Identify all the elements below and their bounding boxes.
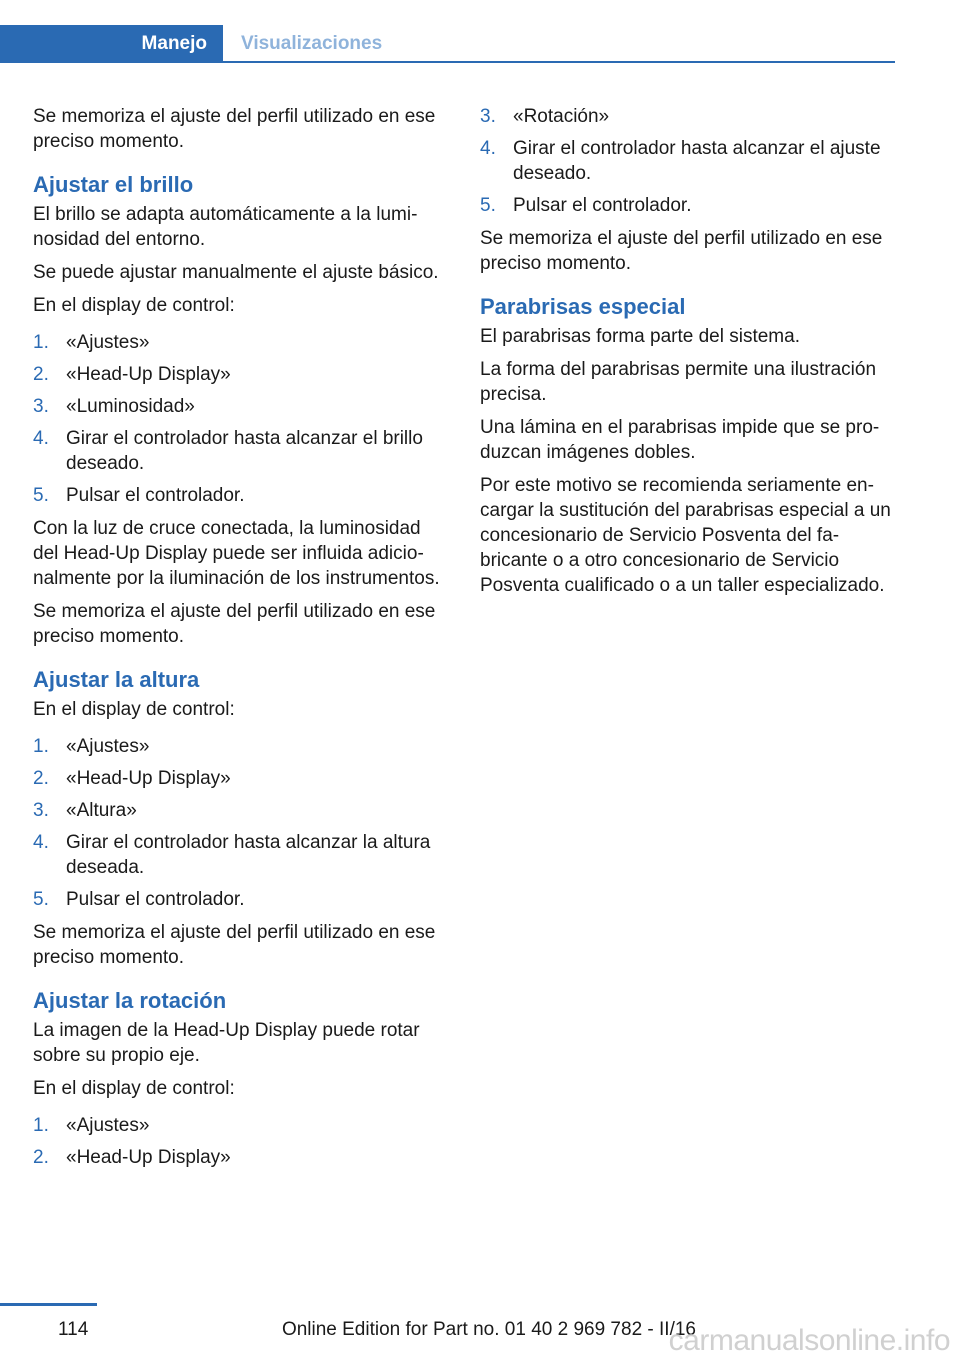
page-header xyxy=(0,25,895,63)
list-item xyxy=(33,798,446,823)
step-text: «Head-Up Display» xyxy=(66,768,231,789)
section-tab-visualizaciones: Visualizaciones xyxy=(241,32,383,54)
step-text: Pulsar el controlador. xyxy=(513,195,692,216)
paragraph: Se memoriza el ajuste del perfil utilizado en ese preciso momento. xyxy=(33,601,436,647)
steps-list xyxy=(33,734,446,912)
steps-list xyxy=(33,330,446,508)
list-item xyxy=(33,766,446,791)
step-text: Pulsar el controlador. xyxy=(66,485,245,506)
list-item xyxy=(480,136,893,186)
step-text: «Ajustes» xyxy=(66,332,150,353)
section-heading-rotacion: Ajustar la rotación xyxy=(33,988,227,1013)
left-column xyxy=(33,104,446,1178)
step-number: 5. xyxy=(33,485,49,506)
right-column xyxy=(480,104,893,606)
paragraph: En el display de control: xyxy=(33,295,235,316)
paragraph: Con la luz de cruce conectada, la luminosidad del Head-Up Display puede ser influida adicionalmente por la iluminación de los instrumentos. xyxy=(33,518,440,589)
step-text: Girar el controlador hasta alcanzar el brillo deseado. xyxy=(66,428,423,474)
paragraph: Una lámina en el parabrisas impide que se produzcan imágenes dobles. xyxy=(480,417,880,463)
list-item xyxy=(33,887,446,912)
step-number: 1. xyxy=(33,736,49,757)
list-item xyxy=(33,1113,446,1138)
list-item xyxy=(480,193,893,218)
section-heading-parabrisas: Parabrisas especial xyxy=(480,294,686,319)
list-item xyxy=(33,830,446,880)
step-number: 5. xyxy=(480,195,496,216)
step-number: 2. xyxy=(33,768,49,789)
step-number: 4. xyxy=(33,832,49,853)
list-item xyxy=(33,483,446,508)
step-text: Girar el controlador hasta alcanzar la altura deseada. xyxy=(66,832,431,878)
step-text: «Rotación» xyxy=(513,106,610,127)
step-number: 1. xyxy=(33,332,49,353)
section-heading-brillo: Ajustar el brillo xyxy=(33,172,194,197)
step-text: «Ajustes» xyxy=(66,1115,150,1136)
list-item xyxy=(33,426,446,476)
paragraph: El brillo se adapta automáticamente a la luminosidad del entorno. xyxy=(33,204,418,250)
list-item xyxy=(33,330,446,355)
paragraph: En el display de control: xyxy=(33,1078,235,1099)
paragraph: El parabrisas forma parte del sistema. xyxy=(480,326,800,347)
list-item xyxy=(33,1145,446,1170)
step-number: 5. xyxy=(33,889,49,910)
paragraph: En el display de control: xyxy=(33,699,235,720)
section-tab-manejo: Manejo xyxy=(0,25,223,62)
step-text: Pulsar el controlador. xyxy=(66,889,245,910)
watermark: carmanualsonline.info xyxy=(668,1324,950,1357)
step-number: 3. xyxy=(33,800,49,821)
step-number: 3. xyxy=(33,396,49,417)
paragraph: Se memoriza el ajuste del perfil utilizado en ese preciso momento. xyxy=(33,106,436,152)
paragraph: Por este motivo se recomienda seriamente encargar la sustitución del parabrisas especial a un concesionario de Servicio Posventa del fabricante o a otro concesionario de Servicio Posventa cualificado o a un taller especializado. xyxy=(480,475,891,596)
step-text: «Altura» xyxy=(66,800,137,821)
paragraph: La imagen de la Head-Up Display puede rotar sobre su propio eje. xyxy=(33,1020,420,1066)
step-text: «Luminosidad» xyxy=(66,396,195,417)
footer-rule xyxy=(0,1303,97,1306)
list-item xyxy=(33,734,446,759)
paragraph: La forma del parabrisas permite una ilustración precisa. xyxy=(480,359,877,405)
step-text: «Ajustes» xyxy=(66,736,150,757)
list-item xyxy=(33,362,446,387)
steps-list xyxy=(480,104,893,218)
page-number: 114 xyxy=(58,1319,89,1340)
step-number: 1. xyxy=(33,1115,49,1136)
step-number: 2. xyxy=(33,364,49,385)
paragraph: Se puede ajustar manualmente el ajuste básico. xyxy=(33,262,439,283)
step-text: «Head-Up Display» xyxy=(66,1147,231,1168)
edition-note: Online Edition for Part no. 01 40 2 969 782 - II/16 xyxy=(281,1319,696,1340)
step-text: «Head-Up Display» xyxy=(66,364,231,385)
list-item xyxy=(33,394,446,419)
step-number: 4. xyxy=(480,138,496,159)
step-number: 3. xyxy=(480,106,496,127)
section-heading-altura: Ajustar la altura xyxy=(33,667,200,692)
step-text: Girar el controlador hasta alcanzar el ajuste deseado. xyxy=(513,138,881,184)
step-number: 2. xyxy=(33,1147,49,1168)
paragraph: Se memoriza el ajuste del perfil utilizado en ese preciso momento. xyxy=(480,228,883,274)
list-item xyxy=(480,104,893,129)
steps-list xyxy=(33,1113,446,1170)
step-number: 4. xyxy=(33,428,49,449)
paragraph: Se memoriza el ajuste del perfil utilizado en ese preciso momento. xyxy=(33,922,436,968)
